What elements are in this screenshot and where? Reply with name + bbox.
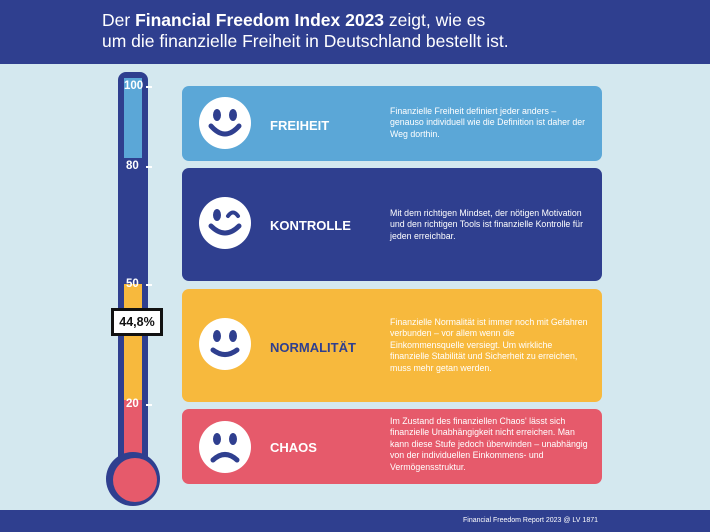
title-line1-end: zeigt, wie es — [384, 10, 486, 30]
tick-label-80: 80 — [126, 160, 139, 172]
level-card-freiheit — [182, 86, 602, 161]
level-description: Finanzielle Normalität ist immer noch mit Gefahren verbunden – vor allem wenn die Einkommensquelle versiegt. Um wirkliche finanzielle Stabilität und Sicherheit zu erreichen, muss mehr getan werden. — [390, 317, 588, 373]
level-description: Im Zustand des finanziellen Chaos' lässt sich finanzielle Unabhängigkeit nicht erreichen. Man kann diese Stufe jedoch überwinden – unabhängig von der individuellen Einkommens- und Vermögensstruktur. — [390, 416, 588, 472]
level-description: Mit dem richtigen Mindset, der nötigen Motivation und den richtigen Tools ist finanzielle Kontrolle für jeden erreichbar. — [390, 208, 583, 241]
thermometer — [104, 72, 158, 524]
tick-mark-80 — [146, 166, 152, 168]
tick-label-50: 50 — [126, 278, 139, 290]
slight-smile-face-icon — [198, 317, 252, 371]
tick-label-20: 20 — [126, 398, 139, 410]
level-card-normalitaet — [182, 289, 602, 402]
level-title: NORMALITÄT — [270, 340, 356, 355]
scale-segment-kontrolle — [124, 158, 142, 276]
scale-segment-normalitaet — [124, 284, 142, 400]
title-bold: Financial Freedom Index 2023 — [135, 10, 385, 30]
tick-mark-20 — [146, 404, 152, 406]
thermometer-bulb-fill — [113, 458, 157, 502]
level-card-chaos — [182, 409, 602, 484]
smile-face-icon — [198, 96, 252, 150]
index-value-badge: 44,8% — [111, 308, 163, 336]
title-prefix: Der — [102, 10, 136, 30]
level-description: Finanzielle Freiheit definiert jeder anders – genauso individuell wie die Definition ist daher der Weg dorthin. — [390, 106, 586, 139]
footer-bar — [0, 510, 710, 532]
level-title: KONTROLLE — [270, 218, 351, 233]
sad-face-icon — [198, 420, 252, 474]
tick-label-100: 100 — [124, 80, 144, 92]
tick-mark-50 — [146, 284, 152, 286]
title-line2: um die finanzielle Freiheit in Deutschland bestellt ist. — [102, 31, 509, 51]
header-banner — [0, 0, 710, 64]
source-credit: Financial Freedom Report 2023 @ LV 1871 — [463, 517, 598, 524]
tick-mark-100 — [146, 86, 152, 88]
wink-face-icon — [198, 196, 252, 250]
level-title: CHAOS — [270, 440, 317, 455]
page-title — [102, 10, 702, 52]
level-card-kontrolle — [182, 168, 602, 281]
level-title: FREIHEIT — [270, 118, 330, 133]
